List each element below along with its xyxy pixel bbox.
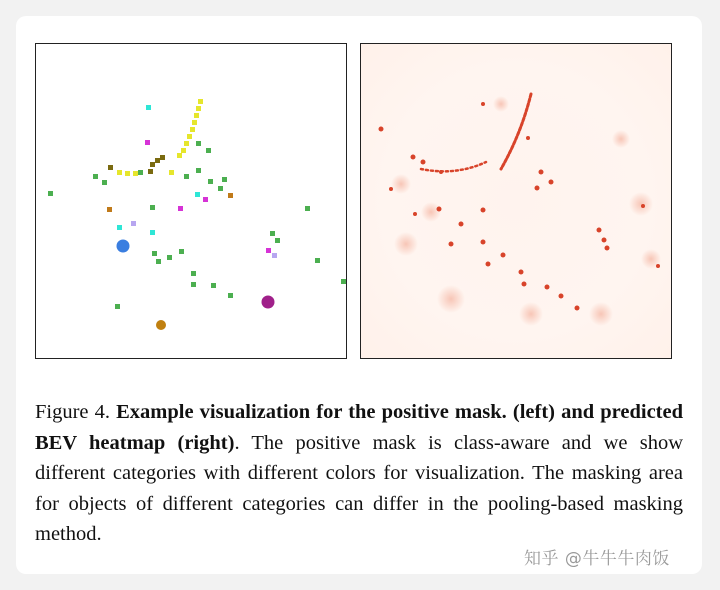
heat-curve-stroke (421, 162, 486, 171)
blue-class-marker (117, 240, 130, 253)
figure-caption (35, 397, 683, 550)
heat-diffuse-regions (391, 96, 661, 326)
figure-card (16, 16, 702, 574)
watermark-text: 知乎 @牛牛牛肉饭 (524, 549, 670, 569)
yellow-class-markers (117, 99, 203, 176)
caption-prefix: Figure 4. (35, 401, 117, 423)
positive-mask-panel (35, 43, 347, 359)
orange-class-markers (107, 193, 233, 212)
caption-body: . The positive mask is class-aware and we show different categories with different colors for visualization. The masking area for objects of different categories can differ in the pooling-based masking method. (35, 431, 683, 545)
bev-heatmap-plot (361, 44, 672, 359)
caption-bold-title: Example visualization for the positive mask. (left) and predicted BEV heatmap (right) (35, 401, 683, 454)
green-class-markers (48, 141, 346, 309)
purple-class-marker (262, 296, 275, 309)
positive-mask-plot (36, 44, 347, 359)
cyan-class-markers (117, 105, 200, 235)
gold-class-marker (156, 320, 166, 330)
bev-heatmap-panel (360, 43, 672, 359)
